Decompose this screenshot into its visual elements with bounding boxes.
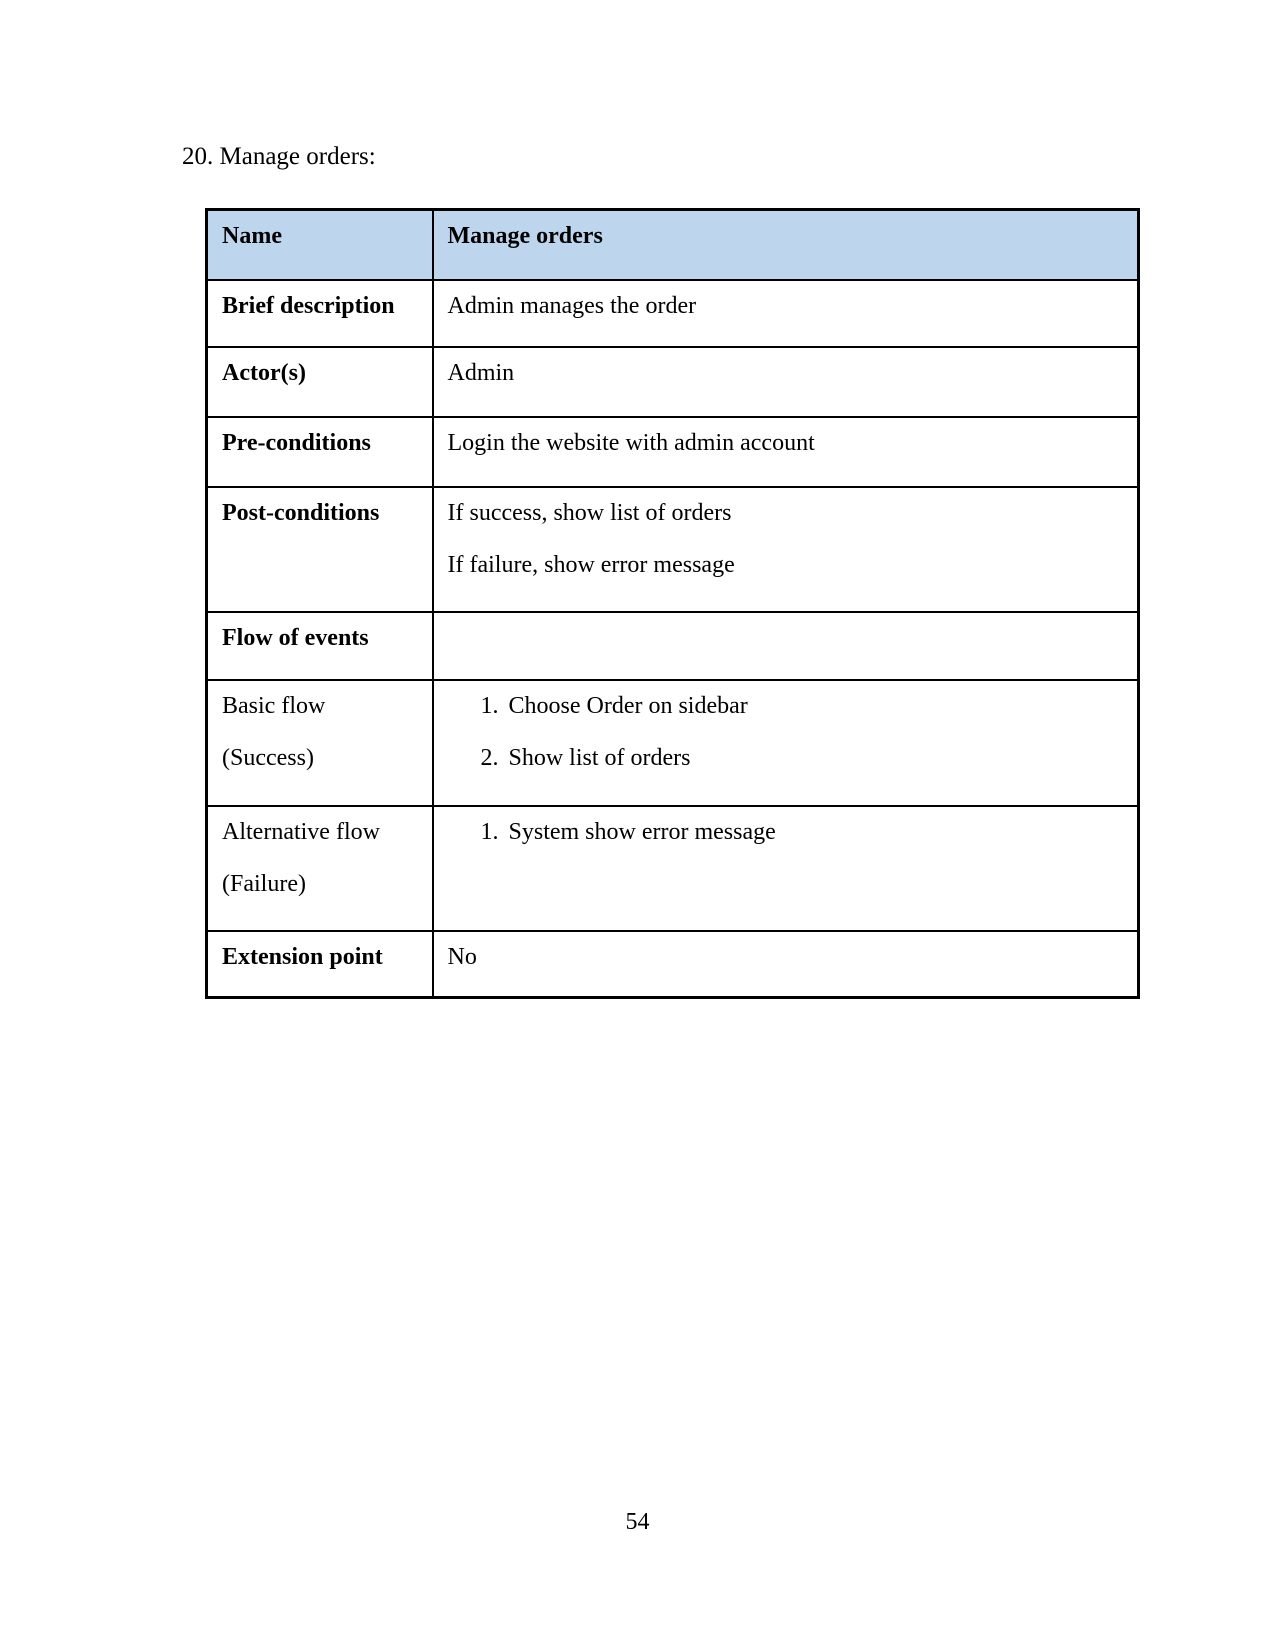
basic-flow-step-1: [448, 691, 1124, 721]
table-row-flow-of-events: [207, 612, 1139, 680]
brief-description-label: Brief description: [222, 292, 395, 319]
pre-conditions-value: Login the website with admin account: [447, 429, 815, 456]
brief-description-label-cell: [207, 280, 433, 347]
actors-value: Admin: [447, 359, 515, 386]
table-row-basic-flow: [207, 680, 1139, 806]
table-row-header: [207, 210, 1139, 280]
table-row-brief-description: [207, 280, 1139, 347]
step-number: 1.: [480, 818, 499, 845]
table-row-extension-point: [207, 931, 1139, 998]
use-case-table: [205, 208, 1140, 999]
pre-conditions-value-cell: [433, 417, 1139, 487]
step-number: 1.: [480, 692, 499, 719]
pre-conditions-label-cell: [207, 417, 433, 487]
step-text: Choose Order on sidebar: [508, 692, 748, 719]
step-number: 2.: [480, 744, 499, 771]
flow-of-events-label: Flow of events: [222, 624, 369, 651]
header-cell-name: [207, 210, 433, 280]
pre-conditions-label: Pre-conditions: [222, 429, 371, 456]
table-row-pre-conditions: [207, 417, 1139, 487]
post-conditions-line1: If success, show list of orders: [447, 499, 732, 526]
alternative-flow-steps-cell: [433, 806, 1139, 931]
brief-description-value: Admin manages the order: [447, 292, 697, 319]
name-label: Name: [222, 223, 282, 249]
post-conditions-label: Post-conditions: [222, 499, 380, 526]
step-text: System show error message: [508, 818, 776, 845]
basic-flow-steps-cell: [433, 680, 1139, 806]
extension-point-value: No: [447, 943, 477, 970]
alternative-flow-label: Alternative flow: [222, 818, 380, 845]
extension-point-value-cell: [433, 931, 1139, 998]
basic-flow-step-2: [448, 743, 1124, 773]
actors-label: Actor(s): [222, 359, 306, 386]
brief-description-value-cell: [433, 280, 1139, 347]
post-conditions-line2: If failure, show error message: [447, 551, 735, 578]
basic-flow-sublabel: (Success): [222, 744, 314, 771]
step-text: Show list of orders: [508, 744, 691, 771]
flow-of-events-label-cell: [207, 612, 433, 680]
table-row-post-conditions: [207, 487, 1139, 612]
alternative-flow-step-1: [448, 817, 1124, 847]
actors-value-cell: [433, 347, 1139, 417]
table-row-actors: [207, 347, 1139, 417]
basic-flow-label: Basic flow: [222, 692, 326, 719]
alternative-flow-label-cell: [207, 806, 433, 931]
section-heading: 20. Manage orders:: [182, 143, 376, 170]
post-conditions-value-cell: [433, 487, 1139, 612]
basic-flow-label-cell: [207, 680, 433, 806]
use-case-name: Manage orders: [447, 223, 603, 249]
extension-point-label-cell: [207, 931, 433, 998]
page-number: 54: [625, 1509, 650, 1535]
post-conditions-label-cell: [207, 487, 433, 612]
flow-of-events-value-cell: [433, 612, 1139, 680]
header-cell-value: [433, 210, 1139, 280]
table-row-alternative-flow: [207, 806, 1139, 931]
alternative-flow-sublabel: (Failure): [222, 870, 306, 897]
extension-point-label: Extension point: [222, 943, 383, 970]
actors-label-cell: [207, 347, 433, 417]
